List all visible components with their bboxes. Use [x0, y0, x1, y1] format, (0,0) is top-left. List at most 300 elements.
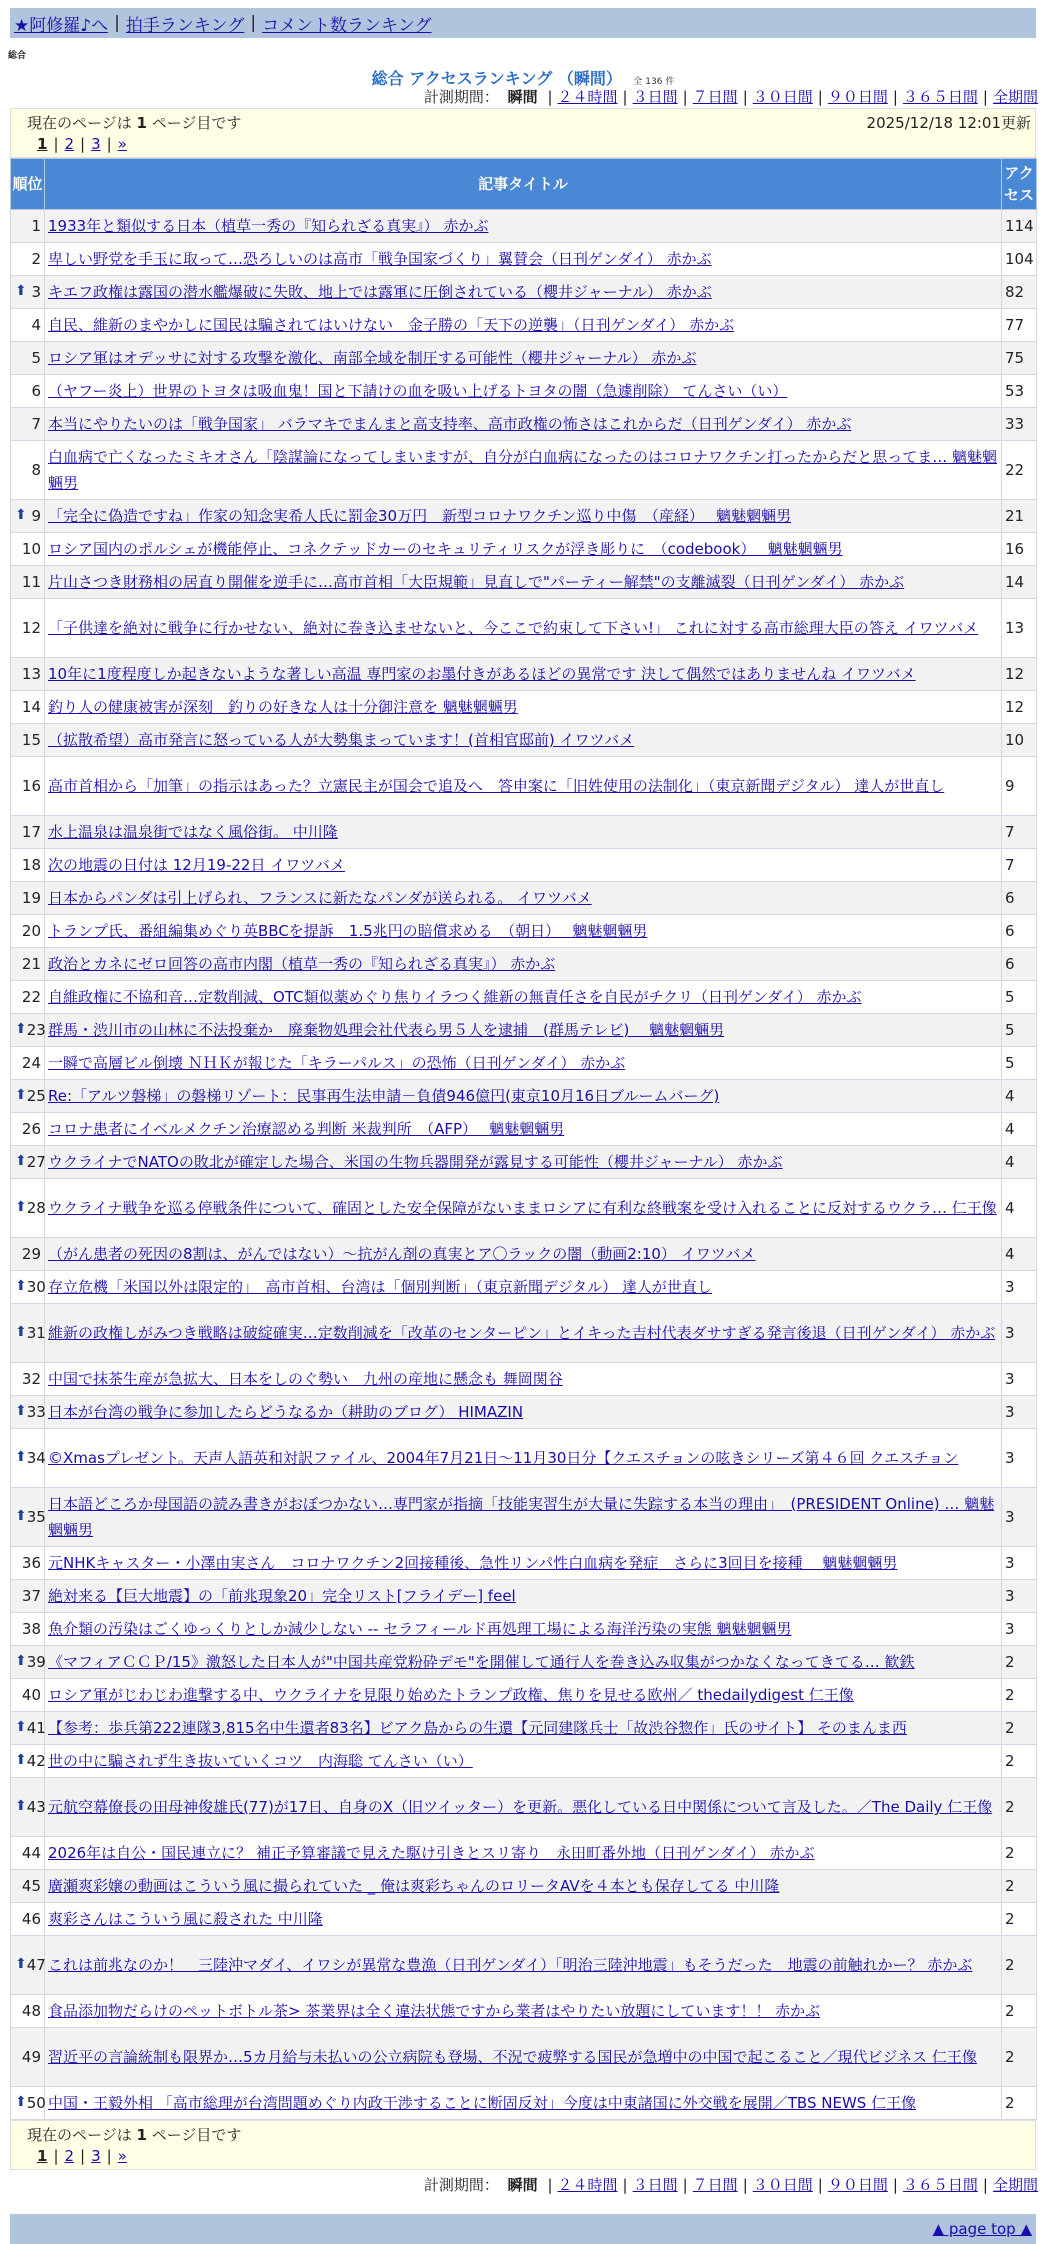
table-row: [11, 533, 1037, 566]
title-cell: [45, 981, 1002, 1014]
up-arrow-icon: ⬆: [15, 1153, 27, 1169]
article-link[interactable]: 自民、維新のまやかしに国民は騙されてはいけない 金子勝の「天下の逆襲」（日刊ゲンダイ） 赤かぶ: [48, 316, 735, 334]
article-link[interactable]: 魚介類の汚染はごくゆっくりとしか減少しない -- セラフィールド再処理工場による海洋汚染の実態 魑魅魍魎男: [48, 1620, 792, 1638]
column-header-title: 記事タイトル: [45, 159, 1002, 210]
access-count: 21: [1002, 500, 1037, 533]
title-cell: [45, 408, 1002, 441]
title-cell: [45, 1613, 1002, 1646]
rank-number: 23: [26, 1021, 46, 1039]
title-cell: [45, 1646, 1002, 1679]
title-cell: [45, 2028, 1002, 2087]
period-separator: |: [622, 2176, 628, 2194]
table-row: [11, 2087, 1037, 2120]
title-cell: [45, 1488, 1002, 1547]
rank-cell: [11, 500, 45, 533]
page-link-1: 1: [37, 135, 48, 153]
rank-number: 39: [26, 1653, 46, 1671]
title-cell: [45, 1396, 1002, 1429]
top-nav-bar: [10, 8, 1036, 38]
period-link-2[interactable]: ７日間: [692, 2176, 738, 2194]
page-link-2[interactable]: 2: [64, 135, 75, 153]
table-row: [11, 243, 1037, 276]
rank-cell: [11, 981, 45, 1014]
article-link[interactable]: 爽彩さんはこういう風に殺された 中川隆: [48, 1910, 323, 1928]
rank-cell: [11, 658, 45, 691]
period-current: 瞬間: [507, 2176, 538, 2194]
rank-cell: [11, 375, 45, 408]
rank-cell: [11, 1396, 45, 1429]
period-link-3[interactable]: ３０日間: [752, 2176, 813, 2194]
table-row: [11, 210, 1037, 243]
table-row: [11, 1080, 1037, 1113]
rank-number: 26: [21, 1120, 41, 1138]
article-link[interactable]: コロナ患者にイベルメクチン治療認める判断 米裁判所 （AFP） 魑魅魍魎男: [48, 1120, 565, 1138]
article-link[interactable]: ロシア軍がじわじわ進撃する中、ウクライナを見限り始めたトランプ政権、焦りを見せる欧州／ thedailydigest 仁王像: [48, 1686, 854, 1704]
rank-number: 24: [21, 1054, 41, 1072]
updated-timestamp: 2025/12/18 12:01更新: [866, 113, 1031, 132]
access-count: 104: [1002, 243, 1037, 276]
rank-number: 10: [21, 540, 41, 558]
rank-number: 38: [21, 1620, 41, 1638]
article-link[interactable]: （ヤフー炎上）世界のトヨタは吸血鬼！国と下請けの血を吸い上げるトヨタの闇（急遽削除） てんさい（い）: [48, 382, 788, 400]
table-row: [11, 915, 1037, 948]
rank-cell: [11, 2028, 45, 2087]
table-row: [11, 2028, 1037, 2087]
period-link-6[interactable]: 全期間: [992, 88, 1038, 106]
access-count: 12: [1002, 691, 1037, 724]
period-link-4[interactable]: ９０日間: [827, 88, 888, 106]
up-arrow-icon: ⬆: [15, 1199, 27, 1215]
title-cell: [45, 1778, 1002, 1837]
table-row: [11, 816, 1037, 849]
article-link[interactable]: ウクライナでNATOの敗北が確定した場合、米国の生物兵器開発が露見する可能性（櫻井ジャーナル） 赤かぶ: [48, 1153, 783, 1171]
period-link-0[interactable]: ２４時間: [557, 2176, 618, 2194]
article-link[interactable]: 廣瀬爽彩嬢の動画はこういう風に撮られていた _ 俺は爽彩ちゃんのロリータAVを４本とも保存してる 中川隆: [48, 1877, 780, 1895]
title-cell: [45, 757, 1002, 816]
table-row: [11, 1014, 1037, 1047]
up-arrow-icon: ⬆: [15, 1956, 27, 1972]
table-row: [11, 1870, 1037, 1903]
rank-number: 22: [21, 988, 41, 1006]
rank-number: 46: [21, 1910, 41, 1928]
rank-number: 33: [26, 1403, 46, 1421]
article-link[interactable]: トランプ氏、番組編集めぐり英BBCを提訴 1.5兆円の賠償求める （朝日） 魑魅魍魎男: [48, 922, 648, 940]
rank-cell: [11, 2087, 45, 2120]
rank-number: 9: [31, 507, 41, 525]
article-link[interactable]: キエフ政権は露国の潜水艦爆破に失敗、地上では露軍に圧倒されている（櫻井ジャーナル） 赤かぶ: [48, 283, 712, 301]
title-cell: [45, 441, 1002, 500]
page-status-suffix: ページ目です: [151, 2125, 242, 2144]
article-link[interactable]: ©Xmasプレゼント。天声人語英和対訳ファイル、2004年7月21日～11月30日分【クエスチョンの呟きシリーズ第４６回 クエスチョン: [48, 1449, 959, 1467]
up-arrow-icon: ⬆: [15, 1278, 27, 1294]
article-link[interactable]: 片山さつき財務相の居直り開催を逆手に…高市首相「大臣規範」見直しで"パーティー解禁"の支離滅裂（日刊ゲンダイ） 赤かぶ: [48, 573, 905, 591]
table-row: [11, 500, 1037, 533]
rank-cell: [11, 441, 45, 500]
column-header-access: アクセス: [1002, 159, 1037, 210]
access-count: 2: [1002, 1936, 1037, 1995]
page-link-2[interactable]: 2: [64, 2147, 75, 2165]
period-separator: |: [742, 2176, 748, 2194]
rank-cell: [11, 566, 45, 599]
rank-cell: [11, 243, 45, 276]
access-count: 5: [1002, 981, 1037, 1014]
footer-bar: [10, 2214, 1036, 2244]
table-row: [11, 566, 1037, 599]
rank-cell: [11, 1547, 45, 1580]
title-cell: [45, 1113, 1002, 1146]
rank-cell: [11, 915, 45, 948]
access-count: 2: [1002, 1995, 1037, 2028]
title-cell: [45, 724, 1002, 757]
access-count: 2: [1002, 1870, 1037, 1903]
access-count: 2: [1002, 1646, 1037, 1679]
article-link[interactable]: 2026年は自公・国民連立に？ 補正予算審議で見えた駆け引きとスリ寄り 永田町番外地（日刊ゲンダイ） 赤かぶ: [48, 1844, 815, 1862]
access-count: 114: [1002, 210, 1037, 243]
page-links: [27, 133, 1031, 155]
rank-number: 28: [26, 1199, 46, 1217]
rank-number: 1: [31, 217, 41, 235]
rank-cell: [11, 1679, 45, 1712]
title-cell: [45, 533, 1002, 566]
access-count: 5: [1002, 1014, 1037, 1047]
table-row: [11, 408, 1037, 441]
rank-cell: [11, 309, 45, 342]
next-page-link[interactable]: »: [117, 2147, 127, 2165]
article-link[interactable]: 「子供達を絶対に戦争に行かせない、絶対に巻き込ませないと、今ここで約束して下さい!」 これに対する高市総理大臣の答え イワツバメ: [48, 619, 979, 637]
rank-number: 17: [21, 823, 41, 841]
rank-number: 6: [31, 382, 41, 400]
article-link[interactable]: 絶対来る【巨大地震】の「前兆現象20」完全リスト[フライデー] feel: [48, 1587, 516, 1605]
rank-number: 12: [21, 619, 41, 637]
access-count: 6: [1002, 882, 1037, 915]
article-link[interactable]: 高市首相から「加筆」の指示はあった？立憲民主が国会で追及へ 答申案に「旧姓使用の法制化」（東京新聞デジタル） 達人が世直し: [48, 777, 945, 795]
access-count: 4: [1002, 1146, 1037, 1179]
access-count: 77: [1002, 309, 1037, 342]
rank-cell: [11, 1238, 45, 1271]
up-arrow-icon: ⬆: [15, 1653, 27, 1669]
rank-cell: [11, 1870, 45, 1903]
table-row: [11, 441, 1037, 500]
table-row: [11, 981, 1037, 1014]
period-link-2[interactable]: ７日間: [692, 88, 738, 106]
page-links: [27, 2145, 1031, 2167]
rank-cell: [11, 210, 45, 243]
period-link-1[interactable]: ３日間: [632, 88, 678, 106]
table-row: [11, 1646, 1037, 1679]
rank-number: 43: [26, 1798, 46, 1816]
rank-number: 41: [26, 1719, 46, 1737]
up-arrow-icon: ⬆: [15, 507, 27, 523]
title-cell: [45, 1837, 1002, 1870]
access-count: 3: [1002, 1580, 1037, 1613]
article-link[interactable]: 卑しい野党を手玉に取って…恐ろしいのは高市「戦争国家づくり」翼賛会（日刊ゲンダイ） 赤かぶ: [48, 250, 712, 268]
rank-cell: [11, 1304, 45, 1363]
rank-number: 14: [21, 698, 41, 716]
title-cell: [45, 1580, 1002, 1613]
article-link[interactable]: 《マフィアＣＣＰ/15》激怒した日本人が"中国共産党粉砕デモ"を開催して通行人を巻き込み収集がつかなくなってきてる… 歓鉄: [48, 1653, 915, 1671]
title-cell: [45, 1047, 1002, 1080]
rank-number: 42: [26, 1752, 46, 1770]
access-count: 2: [1002, 1837, 1037, 1870]
table-row: [11, 948, 1037, 981]
rank-cell: [11, 408, 45, 441]
access-count: 7: [1002, 849, 1037, 882]
article-link[interactable]: 【参考：歩兵第222連隊3,815名中生還者83名】ビアク島からの生還【元同建隊兵士「故渋谷惣作」氏のサイト】 そのまんま西: [48, 1719, 907, 1737]
rank-number: 30: [26, 1278, 46, 1296]
article-link[interactable]: Re:「アルツ磐梯」の磐梯リゾート：民事再生法申請－負債946億円(東京10月16日ブルームバーグ): [48, 1087, 720, 1105]
article-link[interactable]: 元NHKキャスター・小澤由実さん コロナワクチン2回接種後、急性リンパ性白血病を発症 さらに3回目を接種 魑魅魍魎男: [48, 1554, 898, 1572]
rank-number: 18: [21, 856, 41, 874]
table-row: [11, 882, 1037, 915]
title-cell: [45, 276, 1002, 309]
access-count: 3: [1002, 1429, 1037, 1488]
clap-ranking-link[interactable]: 拍手ランキング: [125, 15, 245, 36]
period-selector: [0, 86, 1038, 108]
page-status: [27, 2124, 241, 2145]
access-count: 82: [1002, 276, 1037, 309]
rank-cell: [11, 1646, 45, 1679]
page-status-suffix: ページ目です: [151, 113, 242, 132]
pagination-top: [10, 108, 1036, 158]
access-count: 2: [1002, 1778, 1037, 1837]
table-row: [11, 309, 1037, 342]
column-header-rank: 順位: [11, 159, 45, 210]
access-count: 33: [1002, 408, 1037, 441]
title-cell: [45, 1547, 1002, 1580]
title-cell: [45, 1304, 1002, 1363]
period-link-3[interactable]: ３０日間: [752, 88, 813, 106]
rank-number: 5: [31, 349, 41, 367]
access-count: 4: [1002, 1238, 1037, 1271]
period-current: 瞬間: [507, 88, 538, 106]
rank-cell: [11, 1903, 45, 1936]
table-row: [11, 1429, 1037, 1488]
rank-cell: [11, 1837, 45, 1870]
access-count: 16: [1002, 533, 1037, 566]
period-separator: |: [892, 88, 898, 106]
page-link-1: 1: [37, 2147, 48, 2165]
nav-separator: |: [250, 13, 257, 33]
article-link[interactable]: （がん患者の死因の8割は、がんではない）～抗がん剤の真実とア〇ラックの闇（動画2:10） イワツバメ: [48, 1245, 756, 1263]
period-separator: |: [547, 88, 553, 106]
article-link[interactable]: 中国・王毅外相 「高市総理が台湾問題めぐり内政干渉することに断固反対」今度は中東諸国に外交戦を展開／TBS NEWS 仁王像: [48, 2094, 917, 2112]
page-status-prefix: 現在のページは: [27, 113, 132, 132]
title-cell: [45, 500, 1002, 533]
article-link[interactable]: 水上温泉は温泉街ではなく風俗街。 中川隆: [48, 823, 338, 841]
title-cell: [45, 309, 1002, 342]
access-count: 2: [1002, 1745, 1037, 1778]
period-separator: |: [742, 88, 748, 106]
rank-number: 31: [26, 1324, 46, 1342]
article-link[interactable]: 自維政権に不協和音…定数削減、OTC類似薬めぐり焦りイラつく維新の無責任さを自民がチクリ（日刊ゲンダイ） 赤かぶ: [48, 988, 862, 1006]
article-link[interactable]: 日本が台湾の戦争に参加したらどうなるか（耕助のブログ） HIMAZIN: [48, 1403, 524, 1421]
rank-cell: [11, 1271, 45, 1304]
rank-cell: [11, 1778, 45, 1837]
access-count: 6: [1002, 948, 1037, 981]
rank-number: 20: [21, 922, 41, 940]
title-cell: [45, 948, 1002, 981]
period-link-5[interactable]: ３６５日間: [902, 2176, 978, 2194]
table-row: [11, 599, 1037, 658]
article-link[interactable]: 食品添加物だらけのペットボトル茶> 茶業界は全く違法状態ですから業者はやりたい放題にしています！！ 赤かぶ: [48, 2002, 821, 2020]
article-link[interactable]: 習近平の言論統制も限界か…5カ月給与未払いの公立病院も登場、不況で疲弊する国民が急増中の中国で起こること／現代ビジネス 仁王像: [48, 2048, 977, 2066]
article-link[interactable]: ロシア軍はオデッサに対する攻撃を激化、南部全域を制圧する可能性（櫻井ジャーナル） 赤かぶ: [48, 349, 697, 367]
up-arrow-icon: ⬆: [15, 1719, 27, 1735]
table-row: [11, 1238, 1037, 1271]
article-link[interactable]: 釣り人の健康被害が深刻 釣りの好きな人は十分御注意を 魑魅魍魎男: [48, 698, 518, 716]
title-cell: [45, 1179, 1002, 1238]
period-selector-bottom: [0, 2174, 1038, 2196]
rank-cell: [11, 599, 45, 658]
period-separator: |: [892, 2176, 898, 2194]
article-link[interactable]: 日本からパンダは引上げられ、フランスに新たなパンダが送られる。 イワツバメ: [48, 889, 592, 907]
table-row: [11, 1613, 1037, 1646]
article-link[interactable]: 存立危機「米国以外は限定的」 高市首相、台湾は「個別判断」（東京新聞デジタル） 達人が世直し: [48, 1278, 712, 1296]
pagination-bottom: [10, 2120, 1036, 2170]
title-cell: [45, 2087, 1002, 2120]
period-separator: |: [547, 2176, 553, 2194]
period-link-6[interactable]: 全期間: [992, 2176, 1038, 2194]
rank-cell: [11, 1146, 45, 1179]
rank-number: 49: [21, 2048, 41, 2066]
table-row: [11, 658, 1037, 691]
home-link[interactable]: ★阿修羅♪へ: [14, 15, 109, 36]
article-link[interactable]: 政治とカネにゼロ回答の高市内閣（植草一秀の『知られざる真実』） 赤かぶ: [48, 955, 556, 973]
article-link[interactable]: （拡散希望）高市発言に怒っている人が大勢集まっています！(首相官邸前) イワツバメ: [48, 731, 635, 749]
rank-number: 16: [21, 777, 41, 795]
category-label: 総合: [8, 51, 27, 61]
title-cell: [45, 1903, 1002, 1936]
access-count: 75: [1002, 342, 1037, 375]
rank-cell: [11, 948, 45, 981]
title-cell: [45, 816, 1002, 849]
rank-cell: [11, 1580, 45, 1613]
rank-number: 48: [21, 2002, 41, 2020]
rank-number: 25: [26, 1087, 46, 1105]
page-top-link[interactable]: ▲ page top ▲: [932, 2220, 1032, 2238]
title-cell: [45, 1271, 1002, 1304]
title-cell: [45, 1363, 1002, 1396]
access-count: 2: [1002, 1679, 1037, 1712]
table-row: [11, 1363, 1037, 1396]
total-count: 全 136 件: [633, 77, 675, 87]
article-link[interactable]: 本当にやりたいのは「戦争国家」 バラマキでまんまと高支持率、高市政権の怖さはこれからだ（日刊ゲンダイ） 赤かぶ: [48, 415, 852, 433]
rank-cell: [11, 1179, 45, 1238]
title-cell: [45, 1238, 1002, 1271]
rank-cell: [11, 849, 45, 882]
title-cell: [45, 1014, 1002, 1047]
table-row: [11, 1995, 1037, 2028]
article-link[interactable]: 世の中に騙されず生き抜いていくコツ 内海聡 てんさい（い）: [48, 1752, 473, 1770]
table-row: [11, 1304, 1037, 1363]
access-count: 4: [1002, 1179, 1037, 1238]
article-link[interactable]: 中国で抹茶生産が急拡大、日本をしのぐ勢い 九州の産地に懸念も 舞岡関谷: [48, 1370, 563, 1388]
article-link[interactable]: 群馬・渋川市の山林に不法投棄か 廃棄物処理会社代表ら男５人を逮捕 (群馬テレビ) 魑魅魍魎男: [48, 1021, 725, 1039]
article-link[interactable]: 維新の政権しがみつき戦略は破綻確実…定数削減を「改革のセンターピン」とイキった吉村代表ダサすぎる発言後退（日刊ゲンダイ） 赤かぶ: [48, 1324, 996, 1342]
next-page-link[interactable]: »: [117, 135, 127, 153]
rank-number: 7: [31, 415, 41, 433]
table-row: [11, 1745, 1037, 1778]
rank-cell: [11, 1995, 45, 2028]
article-link[interactable]: 元航空幕僚長の田母神俊雄氏(77)が17日、自身のX（旧ツイッター）を更新。悪化している日中関係について言及した。／The Daily 仁王像: [48, 1798, 993, 1816]
page-separator: |: [80, 135, 86, 153]
table-row: [11, 1903, 1037, 1936]
rank-number: 13: [21, 665, 41, 683]
rank-number: 36: [21, 1554, 41, 1572]
article-link[interactable]: 10年に1度程度しか起きないような著しい高温 専門家のお墨付きがあるほどの異常です 決して偶然ではありませんね イワツバメ: [48, 665, 916, 683]
table-row: [11, 375, 1037, 408]
rank-cell: [11, 882, 45, 915]
rank-number: 37: [21, 1587, 41, 1605]
title-cell: [45, 1745, 1002, 1778]
rank-number: 34: [26, 1449, 46, 1467]
article-link[interactable]: 日本語どころか母国語の読み書きがおぼつかない…専門家が指摘「技能実習生が大量に失踪する本当の理由」 (PRESIDENT Online) … 魑魅魍魎男: [48, 1495, 995, 1539]
title-cell: [45, 1679, 1002, 1712]
rank-number: 3: [31, 283, 41, 301]
article-link[interactable]: 1933年と類似する日本（植草一秀の『知られざる真実』） 赤かぶ: [48, 217, 489, 235]
rank-number: 44: [21, 1844, 41, 1862]
period-link-0[interactable]: ２４時間: [557, 88, 618, 106]
article-link[interactable]: ウクライナ戦争を巡る停戦条件について、確固とした安全保障がないままロシアに有利な終戦案を受け入れることに反対するウクラ… 仁王像: [48, 1199, 997, 1217]
article-link[interactable]: 次の地震の日付は 12月19-22日 イワツバメ: [48, 856, 345, 874]
rank-cell: [11, 816, 45, 849]
table-row: [11, 1679, 1037, 1712]
access-count: 3: [1002, 1547, 1037, 1580]
access-count: 2: [1002, 2028, 1037, 2087]
rank-cell: [11, 1363, 45, 1396]
article-link[interactable]: 「完全に偽造ですね」作家の知念実希人氏に罰金30万円 新型コロナワクチン巡り中傷 （産経） 魑魅魍魎男: [48, 507, 792, 525]
rank-cell: [11, 533, 45, 566]
access-count: 9: [1002, 757, 1037, 816]
rank-number: 47: [26, 1956, 46, 1974]
access-count: 6: [1002, 915, 1037, 948]
rank-number: 40: [21, 1686, 41, 1704]
rank-cell: [11, 1080, 45, 1113]
title-cell: [45, 1146, 1002, 1179]
article-link[interactable]: 一瞬で高層ビル倒壊 ＮＨＫが報じた「キラーパルス」の恐怖（日刊ゲンダイ） 赤かぶ: [48, 1054, 626, 1072]
title-cell: [45, 210, 1002, 243]
rank-cell: [11, 1113, 45, 1146]
rank-number: 8: [31, 461, 41, 479]
rank-cell: [11, 1429, 45, 1488]
page-link-3[interactable]: 3: [91, 135, 101, 153]
table-row: [11, 1547, 1037, 1580]
table-row: [11, 342, 1037, 375]
rank-number: 11: [21, 573, 41, 591]
rank-number: 4: [31, 316, 41, 334]
period-separator: |: [682, 2176, 688, 2194]
table-row: [11, 1113, 1037, 1146]
comment-ranking-link[interactable]: コメント数ランキング: [262, 15, 432, 36]
page-status-number: 1: [136, 2125, 147, 2144]
period-label: 計測期間：: [423, 88, 499, 106]
period-link-5[interactable]: ３６５日間: [902, 88, 978, 106]
title-cell: [45, 882, 1002, 915]
table-row: [11, 1712, 1037, 1745]
page-link-3[interactable]: 3: [91, 2147, 101, 2165]
article-link[interactable]: ロシア国内のポルシェが機能停止、コネクテッドカーのセキュリティリスクが浮き彫りに （codebook） 魑魅魍魎男: [48, 540, 843, 558]
rank-cell: [11, 691, 45, 724]
rank-cell: [11, 342, 45, 375]
article-link[interactable]: これは前兆なのか！ 三陸沖マダイ、イワシが異常な豊漁（日刊ゲンダイ）「明治三陸沖地震」もそうだった 地震の前触れかー？ 赤かぶ: [48, 1956, 973, 1974]
page-status-prefix: 現在のページは: [27, 2125, 132, 2144]
period-link-4[interactable]: ９０日間: [827, 2176, 888, 2194]
table-row: [11, 1146, 1037, 1179]
article-link[interactable]: 白血病で亡くなったミキオさん「陰謀論になってしまいますが、自分が白血病になったのはコロナワクチン打ったからだと思ってま… 魑魅魍魎男: [48, 448, 998, 492]
table-row: [11, 757, 1037, 816]
period-link-1[interactable]: ３日間: [632, 2176, 678, 2194]
title-cell: [45, 915, 1002, 948]
